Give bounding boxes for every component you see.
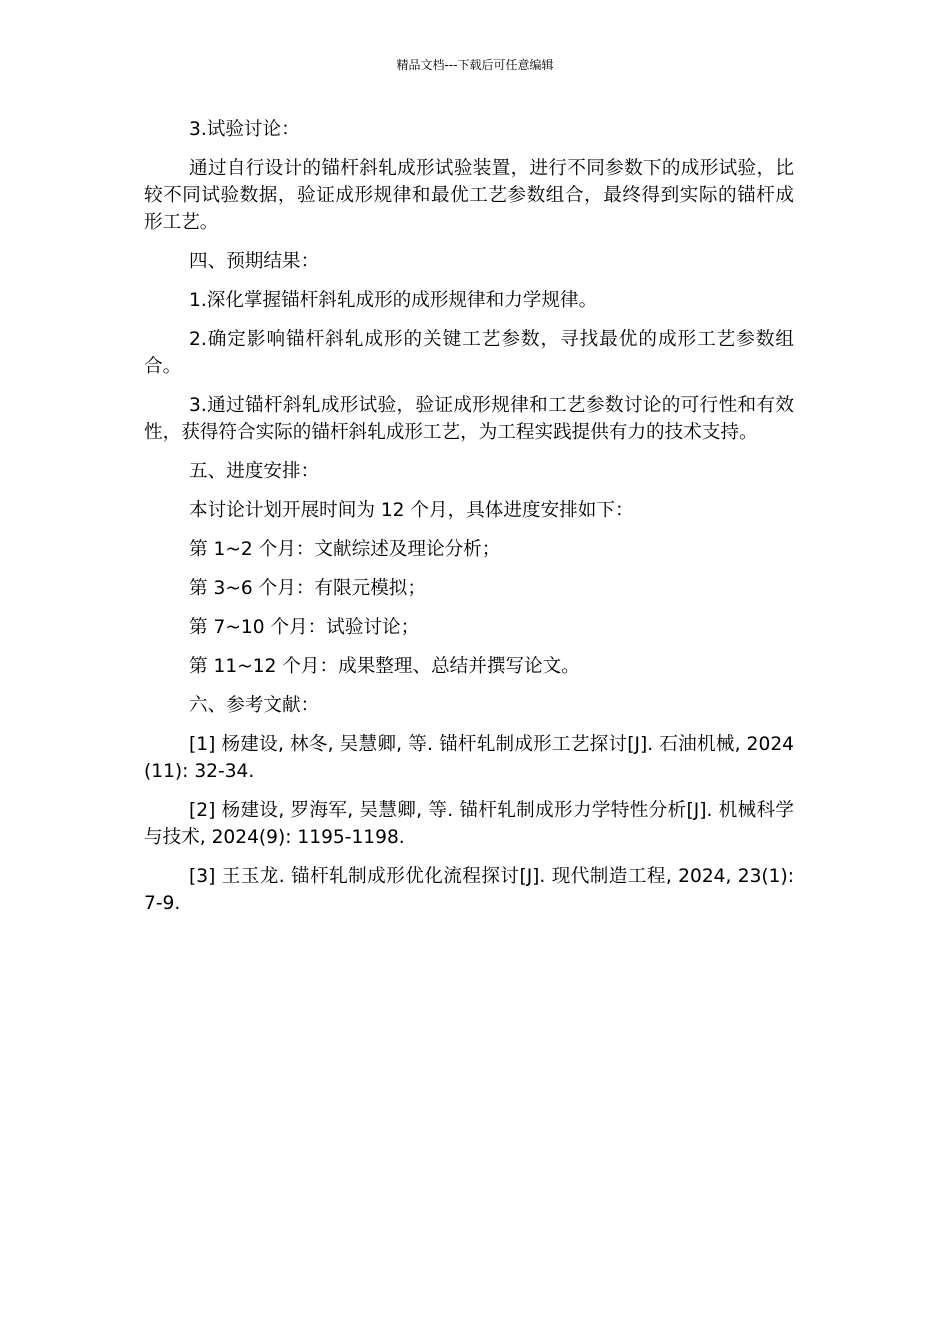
schedule-item-4: 第 11~12 个月：成果整理、总结并撰写论文。 (189, 656, 580, 677)
expected-result-item-1: 1.深化掌握锚杆斜轧成形的成形规律和力学规律。 (189, 290, 598, 311)
section-heading-references: 六、参考文献： (189, 695, 320, 716)
section-heading-schedule: 五、进度安排： (189, 461, 320, 482)
reference-item-2: [2] 杨建设, 罗海军, 吴慧卿, 等. 锚杆轧制成形力学特性分析[J]. 机械科学与技术, 2024(9): 1195-1198. (144, 800, 794, 848)
experiment-description: 通过自行设计的锚杆斜轧成形试验装置，进行不同参数下的成形试验，比较不同试验数据，验证成形规律和最优工艺参数组合，最终得到实际的锚杆成形工艺。 (144, 158, 794, 233)
section-heading-experiment: 3.试验讨论： (189, 119, 300, 140)
reference-item-3: [3] 王玉龙. 锚杆轧制成形优化流程探讨[J]. 现代制造工程, 2024, 23(1): 7-9. (144, 866, 794, 914)
expected-result-item-2: 2.确定影响锚杆斜轧成形的关键工艺参数，寻找最优的成形工艺参数组合。 (144, 329, 794, 377)
schedule-item-3: 第 7~10 个月：试验讨论； (189, 617, 420, 638)
schedule-intro: 本讨论计划开展时间为 12 个月，具体进度安排如下： (189, 500, 634, 521)
reference-item-1: [1] 杨建设, 林冬, 吴慧卿, 等. 锚杆轧制成形工艺探讨[J]. 石油机械, 2024(11): 32-34. (144, 734, 794, 782)
schedule-item-2: 第 3~6 个月：有限元模拟； (189, 578, 426, 599)
expected-result-item-3: 3.通过锚杆斜轧成形试验，验证成形规律和工艺参数讨论的可行性和有效性，获得符合实际的锚杆斜轧成形工艺，为工程实践提供有力的技术支持。 (144, 395, 794, 443)
document-body (144, 116, 794, 929)
schedule-item-1: 第 1~2 个月：文献综述及理论分析； (189, 539, 501, 560)
section-heading-expected-results: 四、预期结果： (189, 251, 320, 272)
page-header: 精品文档---下载后可任意编辑 (396, 58, 554, 72)
